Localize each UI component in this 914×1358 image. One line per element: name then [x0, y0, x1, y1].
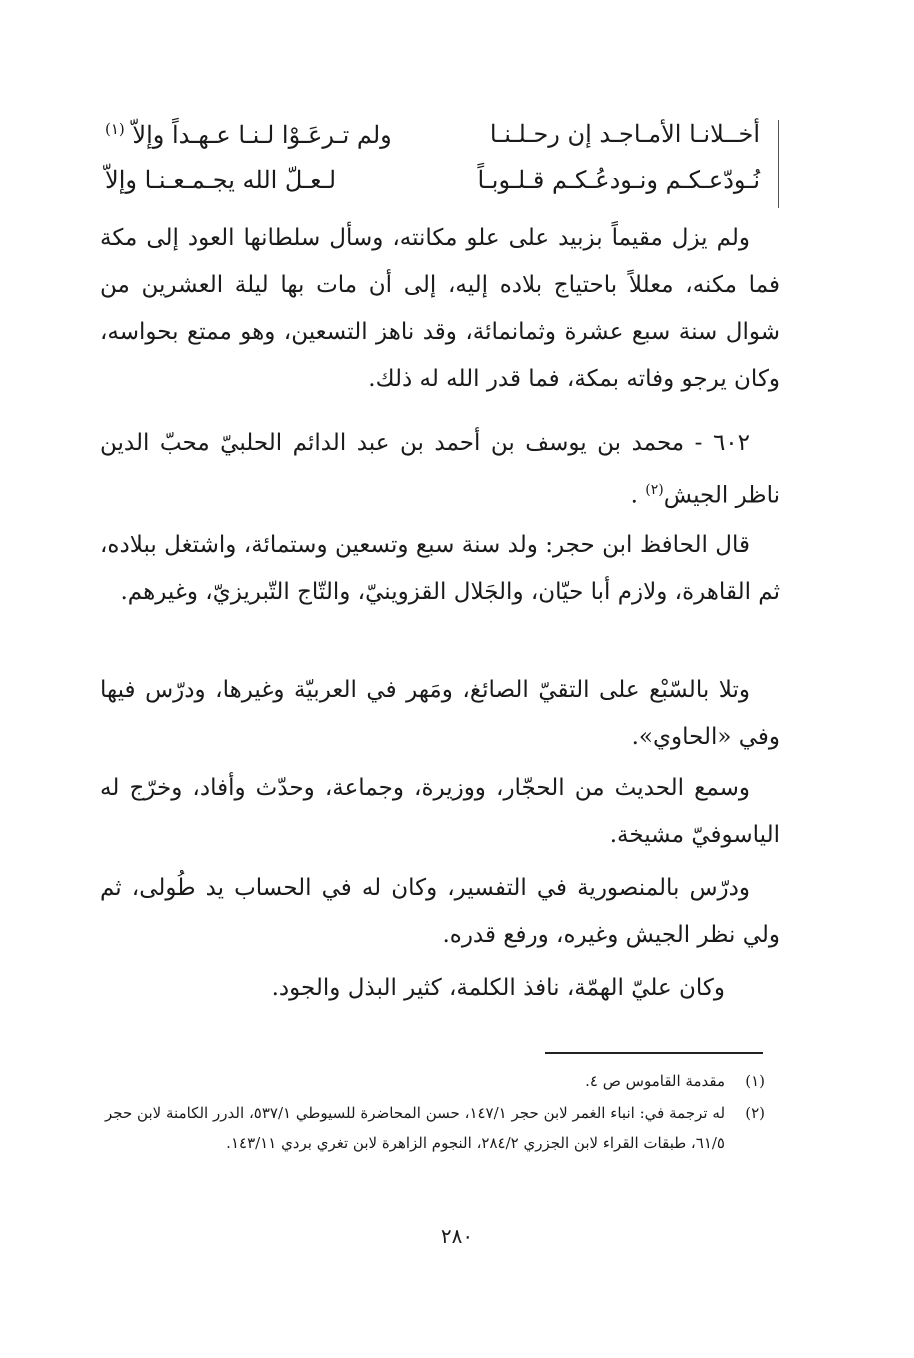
footnote-ref-1: (١)	[105, 120, 125, 138]
paragraph-hadith: وسمع الحديث من الحجّار، ووزيرة، وجماعة، وحدّث وأفاد، وخرّج له الياسوفيّ مشيخة.	[100, 775, 780, 848]
entry-heading-text: ٦٠٢ - محمد بن يوسف بن أحمد بن عبد الدائم الحلبيّ محبّ الدين ناظر الجيش	[100, 430, 780, 509]
verse-2-first-hemistich: نُـودّعـكـم ونـودعُـكـم قـلـوبـاً	[477, 166, 760, 194]
page-number: ٢٨٠	[440, 1224, 474, 1248]
paragraph-birth: قال الحافظ ابن حجر: ولد سنة سبع وتسعين وستمائة، واشتغل ببلاده، ثم القاهرة، ولازم أبا حيّان، والجَلال القزوينيّ، والتّاج التّبريزيّ، وغيرهم.	[100, 532, 780, 605]
paragraph-character: وكان عليّ الهمّة، نافذ الكلمة، كثير البذل والجود.	[271, 975, 725, 1001]
footnote-2	[105, 1098, 765, 1158]
footnote-ref-2: (٢)	[645, 482, 664, 498]
verse-1-second-hemistich	[105, 120, 392, 149]
paragraph-death: ولم يزل مقيماً بزبيد على علو مكانته، وسأل سلطانها العود إلى مكة فما مكنه، معللاً باحتياج بلاده إليه، إلى أن مات بها ليلة العشرين من شوال سنة سبع عشرة وثمانمائة، وقد ناهز التسعين، وهو ممتع بحواسه، وكان يرجو وفاته بمكة، فما قدر الله له ذلك.	[100, 225, 780, 392]
footnote-separator	[545, 1052, 763, 1054]
verse-side-rule	[778, 120, 779, 208]
paragraph-recitation: وتلا بالسّبْع على التقيّ الصائغ، ومَهر في العربيّة وغيرها، ودرّس فيها وفي «الحاوي».	[100, 677, 780, 750]
footnote-2-text: له ترجمة في: انباء الغمر لابن حجر ١٤٧/١، حسن المحاضرة للسيوطي ٥٣٧/١، الدرر الكامنة لابن حجر ٦١/٥، طبقات القراء لابن الجزري ٢٨٤/٢، النجوم الزاهرة لابن تغري بردي ١٤٣/١١.	[105, 1104, 726, 1152]
footnote-1-number: (١)	[745, 1072, 765, 1090]
footnote-1	[105, 1066, 765, 1096]
paragraph-teaching: ودرّس بالمنصورية في التفسير، وكان له في الحساب يد طُولى، ثم ولي نظر الجيش وغيره، ورفع قدره.	[100, 875, 780, 948]
verse-1-second-text: ولم تـرعَـوْا لـنـا عـهـداً وإلاّ	[132, 121, 392, 149]
verse-2-second-hemistich: لـعـلّ الله يجـمـعـنـا وإلاّ	[105, 166, 337, 194]
footnote-1-text: مقدمة القاموس ص ٤.	[585, 1072, 725, 1090]
verse-1-first-hemistich: أخــلانـا الأمـاجـد إن رحـلـنـا	[489, 120, 760, 148]
entry-heading-602	[100, 420, 780, 520]
entry-heading-end: .	[630, 482, 638, 509]
footnote-2-number: (٢)	[745, 1104, 765, 1122]
